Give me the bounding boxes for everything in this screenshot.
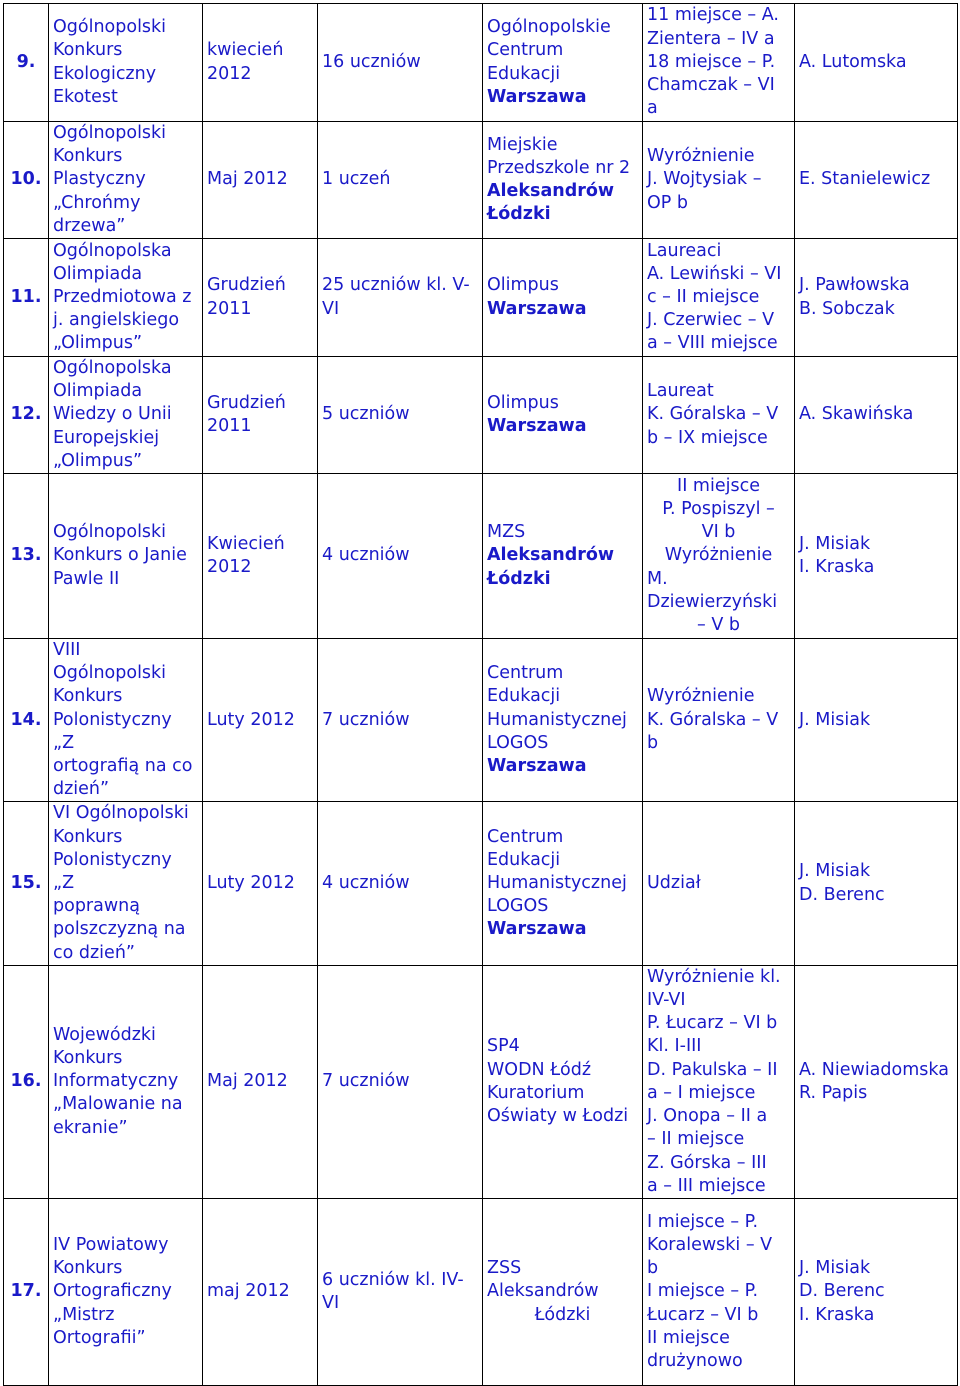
cell-line: Olimpiada — [53, 381, 143, 402]
cell-line: Luty 2012 — [207, 873, 295, 894]
cell-line: j. angielskiego — [53, 310, 180, 331]
cell-line: 4 uczniów — [322, 545, 410, 566]
cell-line: J. Wojtysiak – — [647, 169, 762, 190]
cell-line: SP4 — [487, 1036, 520, 1057]
cell-line: M. — [647, 568, 668, 589]
cell-line: Laureaci — [647, 240, 722, 261]
cell-line: b — [647, 1258, 659, 1279]
cell-line: P. Pospiszyl – — [662, 499, 775, 520]
cell-line: 18 miejsce – P. — [647, 51, 776, 72]
table-row — [4, 1198, 958, 1385]
cell-line: Wyróżnienie kl. — [647, 966, 781, 987]
cell-line: Wyróżnienie — [647, 146, 755, 167]
cell-line: Edukacji — [487, 63, 561, 84]
organizer-cell — [483, 474, 643, 639]
cell-line: Aleksandrów — [487, 545, 615, 566]
table-row — [4, 239, 958, 357]
cell-line: 2011 — [207, 416, 252, 437]
results-cell — [643, 4, 795, 122]
cell-line: dzień” — [53, 779, 110, 800]
cell-line: Centrum — [487, 826, 564, 847]
cell-line: J. Czerwiec – V — [647, 310, 775, 331]
row-number: 16. — [4, 965, 49, 1198]
cell-line: LOGOS — [487, 896, 549, 917]
teacher-cell — [795, 802, 958, 965]
cell-line: J. Misiak — [799, 533, 871, 554]
teacher-cell — [795, 474, 958, 639]
cell-line: – V b — [697, 615, 740, 636]
cell-line: Edukacji — [487, 849, 561, 870]
cell-line: D. Pakulska – II — [647, 1059, 778, 1080]
cell-line: Polonistyczny „Z — [53, 849, 178, 894]
competition-cell — [49, 639, 203, 802]
cell-line: Ogólnopolski — [53, 522, 167, 543]
cell-line: kwiecień — [207, 40, 284, 61]
cell-line: Aleksandrów — [487, 1281, 599, 1302]
cell-line: 1 uczeń — [322, 169, 391, 190]
cell-line: Ogólnopolska — [53, 358, 172, 379]
cell-line: Grudzień — [207, 275, 286, 296]
competition-cell — [49, 802, 203, 965]
cell-line: „Mistrz — [53, 1304, 115, 1325]
cell-line: II miejsce — [647, 1327, 730, 1348]
cell-line: VIII — [53, 640, 81, 661]
cell-line: I. Kraska — [799, 557, 875, 578]
cell-line: Konkurs — [53, 1048, 123, 1069]
cell-line: Przedszkole nr 2 — [487, 157, 631, 178]
cell-line: VI — [322, 298, 340, 319]
date-cell — [203, 1198, 318, 1385]
row-number: 12. — [4, 357, 49, 474]
cell-line: Wojewódzki — [53, 1024, 156, 1045]
cell-line: „Chrońmy — [53, 192, 141, 213]
cell-line: ortografią na co — [53, 756, 193, 777]
results-cell — [643, 357, 795, 474]
cell-line: Dziewierzyński — [647, 591, 778, 612]
cell-line: „Olimpus” — [53, 450, 143, 471]
competition-cell — [49, 122, 203, 239]
cell-line: Ortografii” — [53, 1327, 146, 1348]
cell-line: J. Onopa – II a — [647, 1106, 768, 1127]
cell-line: Łódzki — [487, 568, 551, 589]
cell-line: A. Niewiadomska — [799, 1059, 949, 1080]
cell-line: Kwiecień — [207, 533, 285, 554]
cell-line: Konkurs — [53, 686, 123, 707]
results-cell — [643, 802, 795, 965]
cell-line: Warszawa — [487, 919, 587, 940]
row-number: 10. — [4, 122, 49, 239]
cell-line: I miejsce – P. — [647, 1281, 759, 1302]
cell-line: co dzień” — [53, 942, 135, 963]
cell-line: a – VIII miejsce — [647, 333, 778, 354]
cell-line: Plastyczny — [53, 169, 146, 190]
cell-line: drzewa” — [53, 215, 126, 236]
cell-line: 4 uczniów — [322, 873, 410, 894]
organizer-cell — [483, 965, 643, 1198]
table-row — [4, 802, 958, 965]
cell-line: A. Skawińska — [799, 404, 914, 425]
cell-line: Maj 2012 — [207, 169, 288, 190]
cell-line: 2011 — [207, 298, 252, 319]
cell-line: Olimpus — [487, 275, 559, 296]
teacher-cell — [795, 965, 958, 1198]
cell-line: 7 uczniów — [322, 709, 410, 730]
cell-line: a — [647, 98, 658, 119]
competition-cell — [49, 965, 203, 1198]
cell-line: MZS — [487, 522, 526, 543]
cell-line: Konkurs — [53, 826, 123, 847]
cell-line: OP b — [647, 192, 688, 213]
cell-line: LOGOS — [487, 732, 549, 753]
cell-line: Humanistycznej — [487, 873, 627, 894]
cell-line: Konkurs — [53, 146, 123, 167]
cell-line: IV Powiatowy — [53, 1234, 169, 1255]
cell-line: VI — [322, 1292, 340, 1313]
results-cell — [643, 965, 795, 1198]
cell-line: 11 miejsce – A. — [647, 5, 779, 26]
cell-line: Łódzki — [534, 1304, 591, 1325]
cell-line: Olimpus — [487, 392, 559, 413]
cell-line: polszczyzną na — [53, 919, 186, 940]
cell-line: E. Stanielewicz — [799, 169, 931, 190]
date-cell — [203, 474, 318, 639]
row-number: 17. — [4, 1198, 49, 1385]
cell-line: 6 uczniów kl. IV- — [322, 1269, 464, 1290]
cell-line: Olimpiada — [53, 263, 143, 284]
organizer-cell — [483, 357, 643, 474]
competition-cell — [49, 1198, 203, 1385]
competition-cell — [49, 4, 203, 122]
cell-line: Ogólnopolskie — [487, 17, 611, 38]
cell-line: I miejsce – P. — [647, 1211, 759, 1232]
cell-line: „Olimpus” — [53, 333, 143, 354]
cell-line: Kl. I-III — [647, 1036, 702, 1057]
row-number: 9. — [4, 4, 49, 122]
cell-line: Grudzień — [207, 392, 286, 413]
table-row — [4, 474, 958, 639]
cell-line: drużynowo — [647, 1350, 743, 1371]
participants-cell — [318, 474, 483, 639]
cell-line: J. Misiak — [799, 1258, 871, 1279]
table-row — [4, 965, 958, 1198]
table-row — [4, 4, 958, 122]
cell-line: – II miejsce — [647, 1129, 745, 1150]
participants-cell — [318, 1198, 483, 1385]
competition-cell — [49, 239, 203, 357]
cell-line: Warszawa — [487, 298, 587, 319]
cell-line: VI b — [701, 522, 736, 543]
cell-line: Oświaty w Łodzi — [487, 1106, 629, 1127]
cell-line: 2012 — [207, 63, 252, 84]
cell-line: Ekologiczny — [53, 63, 157, 84]
cell-line: VI Ogólnopolski — [53, 803, 189, 824]
table-row — [4, 357, 958, 474]
competition-cell — [49, 357, 203, 474]
cell-line: Z. Górska – III — [647, 1152, 767, 1173]
cell-line: Ogólnopolski — [53, 663, 167, 684]
participants-cell — [318, 239, 483, 357]
results-cell — [643, 474, 795, 639]
teacher-cell — [795, 639, 958, 802]
participants-cell — [318, 4, 483, 122]
cell-line: Luty 2012 — [207, 709, 295, 730]
participants-cell — [318, 639, 483, 802]
teacher-cell — [795, 122, 958, 239]
competition-cell — [49, 474, 203, 639]
cell-line: a – I miejsce — [647, 1082, 756, 1103]
cell-line: D. Berenc — [799, 884, 885, 905]
participants-cell — [318, 122, 483, 239]
cell-line: Konkurs o Janie — [53, 545, 187, 566]
cell-line: Laureat — [647, 381, 714, 402]
cell-line: A. Lewiński – VI — [647, 263, 782, 284]
date-cell — [203, 639, 318, 802]
organizer-cell — [483, 639, 643, 802]
date-cell — [203, 357, 318, 474]
cell-line: K. Góralska – V — [647, 709, 779, 730]
cell-line: Aleksandrów — [487, 181, 615, 201]
table-row — [4, 639, 958, 802]
cell-line: Ogólnopolska — [53, 240, 172, 261]
cell-line: Ogólnopolski — [53, 17, 167, 38]
cell-line: J. Misiak — [799, 709, 871, 730]
cell-line: Polonistyczny „Z — [53, 709, 178, 753]
teacher-cell — [795, 4, 958, 122]
cell-line: R. Papis — [799, 1082, 868, 1103]
cell-line: Wiedzy o Unii — [53, 404, 172, 425]
cell-line: WODN Łódź — [487, 1059, 592, 1080]
cell-line: B. Sobczak — [799, 298, 895, 319]
organizer-cell — [483, 1198, 643, 1385]
cell-line: a – III miejsce — [647, 1175, 766, 1196]
cell-line: Łódzki — [487, 204, 551, 225]
cell-line: 2012 — [207, 557, 252, 578]
cell-line: b – IX miejsce — [647, 427, 768, 448]
results-cell — [643, 1198, 795, 1385]
cell-line: Europejskiej — [53, 427, 160, 448]
cell-line: Pawle II — [53, 568, 120, 589]
cell-line: Przedmiotowa z — [53, 286, 192, 307]
cell-line: c – II miejsce — [647, 286, 760, 307]
cell-line: D. Berenc — [799, 1281, 885, 1302]
cell-line: 25 uczniów kl. V- — [322, 275, 470, 296]
date-cell — [203, 4, 318, 122]
results-cell — [643, 122, 795, 239]
cell-line: 5 uczniów — [322, 404, 410, 425]
cell-line: Zientera – IV a — [647, 28, 775, 49]
row-number: 13. — [4, 474, 49, 639]
row-number: 14. — [4, 639, 49, 802]
teacher-cell — [795, 357, 958, 474]
date-cell — [203, 802, 318, 965]
cell-line: Kuratorium — [487, 1082, 585, 1103]
date-cell — [203, 122, 318, 239]
cell-line: ekranie” — [53, 1117, 128, 1138]
cell-line: K. Góralska – V — [647, 404, 779, 425]
cell-line: IV-VI — [647, 990, 686, 1011]
organizer-cell — [483, 122, 643, 239]
cell-line: maj 2012 — [207, 1281, 290, 1302]
table-row — [4, 122, 958, 239]
cell-line: J. Pawłowska — [799, 275, 910, 296]
teacher-cell — [795, 1198, 958, 1385]
participants-cell — [318, 965, 483, 1198]
cell-line: Centrum — [487, 663, 564, 684]
cell-line: 16 uczniów — [322, 51, 421, 72]
cell-line: Łucarz – VI b — [647, 1304, 759, 1325]
cell-line: II miejsce — [677, 475, 760, 496]
cell-line: P. Łucarz – VI b — [647, 1013, 778, 1034]
cell-line: Koralewski – V — [647, 1234, 773, 1255]
cell-line: Konkurs — [53, 1258, 123, 1279]
cell-line: Warszawa — [487, 86, 587, 107]
cell-line: Edukacji — [487, 686, 561, 707]
cell-line: Maj 2012 — [207, 1071, 288, 1092]
cell-line: Warszawa — [487, 756, 587, 777]
organizer-cell — [483, 239, 643, 357]
cell-line: b — [647, 732, 659, 753]
results-cell — [643, 239, 795, 357]
date-cell — [203, 965, 318, 1198]
cell-line: Ekotest — [53, 86, 118, 107]
cell-line: „Malowanie na — [53, 1094, 183, 1115]
cell-line: Konkurs — [53, 40, 123, 61]
teacher-cell — [795, 239, 958, 357]
cell-line: Ortograficzny — [53, 1281, 172, 1302]
row-number: 11. — [4, 239, 49, 357]
cell-line: Informatyczny — [53, 1071, 179, 1092]
cell-line: J. Misiak — [799, 861, 871, 882]
cell-line: Ogólnopolski — [53, 123, 167, 143]
competitions-table — [3, 3, 958, 1386]
participants-cell — [318, 802, 483, 965]
cell-line: Centrum — [487, 40, 564, 61]
cell-line: Miejskie — [487, 134, 558, 155]
organizer-cell — [483, 802, 643, 965]
results-cell — [643, 639, 795, 802]
row-number: 15. — [4, 802, 49, 965]
cell-line: Wyróżnienie — [647, 686, 755, 707]
cell-line: A. Lutomska — [799, 51, 907, 72]
cell-line: Wyróżnienie — [664, 545, 773, 566]
cell-line: Udział — [647, 873, 701, 894]
cell-line: Warszawa — [487, 416, 587, 437]
cell-line: I. Kraska — [799, 1304, 875, 1325]
organizer-cell — [483, 4, 643, 122]
cell-line: 7 uczniów — [322, 1071, 410, 1092]
date-cell — [203, 239, 318, 357]
cell-line: Humanistycznej — [487, 709, 627, 730]
cell-line: Chamczak – VI — [647, 75, 775, 96]
participants-cell — [318, 357, 483, 474]
cell-line: poprawną — [53, 896, 140, 917]
cell-line: ZSS — [487, 1258, 522, 1279]
